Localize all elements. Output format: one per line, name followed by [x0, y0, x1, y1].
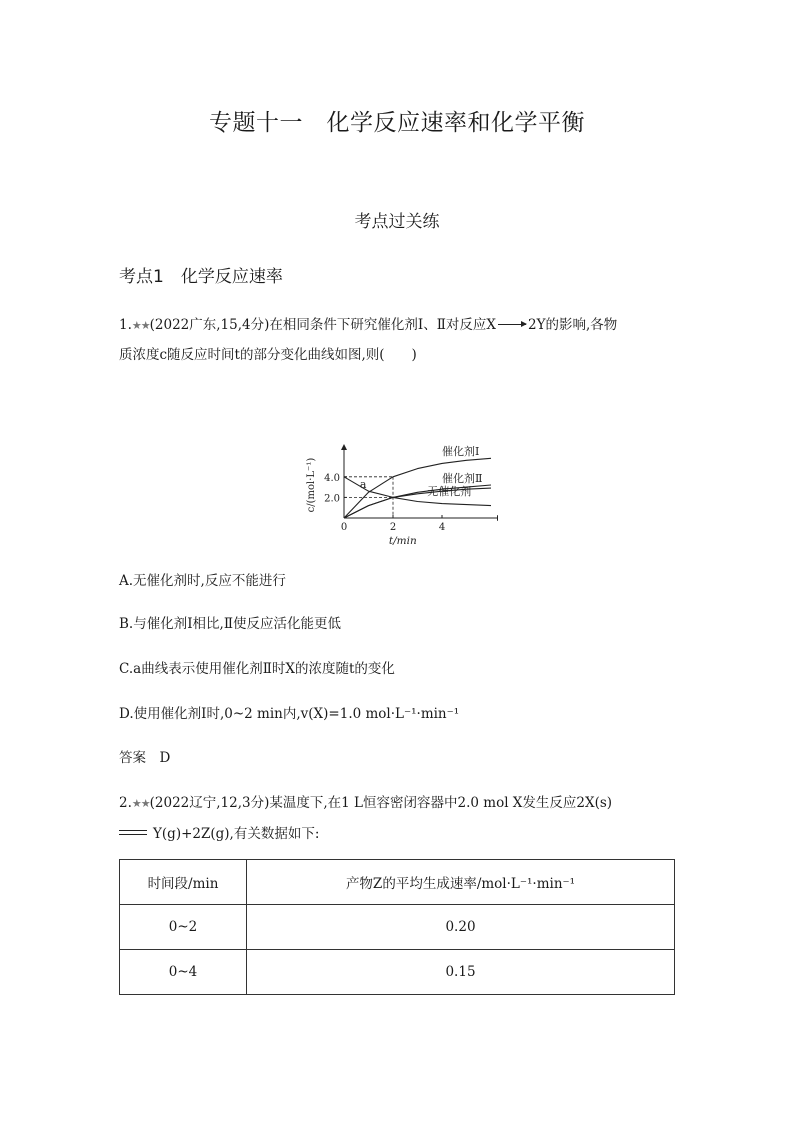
- page-title: 专题十一 化学反应速率和化学平衡: [209, 110, 585, 136]
- q1-answer: 答案 D: [119, 750, 171, 766]
- y-tick-label: 4.0: [324, 472, 340, 484]
- q1-option-c: C.a曲线表示使用催化剂Ⅱ时X的浓度随t的变化: [119, 661, 395, 677]
- q1-number: 1.: [119, 317, 132, 333]
- series-label: a: [359, 478, 367, 492]
- y-tick-label: 2.0: [324, 493, 340, 505]
- q1-line1-prefix: (2022广东,15,4分)在相同条件下研究催化剂Ⅰ、Ⅱ对反应X: [149, 317, 496, 333]
- table-row: [120, 905, 675, 950]
- x-tick-label: 0: [340, 522, 348, 533]
- q2-line2: [119, 822, 319, 842]
- star-icon: ★★: [131, 319, 150, 332]
- page-subtitle: 考点过关练: [354, 212, 440, 232]
- table-cell: 0~4: [120, 950, 247, 995]
- x-axis-arrow: [497, 515, 498, 521]
- section-heading: 考点1 化学反应速率: [119, 267, 283, 287]
- series-label: 催化剂Ⅱ: [442, 471, 483, 485]
- equilibrium-arrow-icon: [119, 829, 147, 837]
- series-label: 无催化剂: [427, 484, 472, 498]
- table-header-cell: 时间段/min: [120, 860, 247, 905]
- q2-line2-text: Y(g)+2Z(g),有关数据如下:: [153, 826, 320, 842]
- concentration-time-chart: [298, 378, 498, 550]
- reaction-arrow-icon: [498, 324, 526, 325]
- q1-line2: 质浓度c随反应时间t的部分变化曲线如图,则( ): [119, 347, 417, 363]
- table-header-cell: 产物Z的平均生成速率/mol·L⁻¹·min⁻¹: [247, 860, 675, 905]
- y-axis-arrow: [341, 444, 347, 450]
- q1-option-b: B.与催化剂Ⅰ相比,Ⅱ使反应活化能更低: [119, 616, 342, 632]
- table-cell: 0~2: [120, 905, 247, 950]
- table-cell: 0.20: [247, 905, 675, 950]
- table-header-row: [120, 860, 675, 905]
- x-tick-label: 4: [438, 522, 446, 533]
- q2-line1: [119, 791, 612, 811]
- q1-line1-suffix: 2Y的影响,各物: [527, 317, 618, 333]
- q1-line1: [119, 313, 617, 333]
- table-cell: 0.15: [247, 950, 675, 995]
- rate-table: [119, 859, 675, 995]
- x-axis-label: t/min: [388, 535, 417, 547]
- x-tick-label: 2: [389, 522, 397, 533]
- q2-number: 2.: [119, 795, 132, 811]
- q1-option-a: A.无催化剂时,反应不能进行: [119, 573, 286, 589]
- q1-option-d: D.使用催化剂Ⅰ时,0~2 min内,v(X)=1.0 mol·L⁻¹·min⁻¹: [119, 706, 460, 722]
- table-row: [120, 950, 675, 995]
- series-label: 催化剂Ⅰ: [442, 445, 480, 459]
- star-icon: ★★: [131, 797, 150, 810]
- y-axis-label: c/(mol·L⁻¹): [306, 457, 317, 513]
- q2-line1-text: (2022辽宁,12,3分)某温度下,在1 L恒容密闭容器中2.0 mol X发生反应2X(s): [149, 795, 613, 811]
